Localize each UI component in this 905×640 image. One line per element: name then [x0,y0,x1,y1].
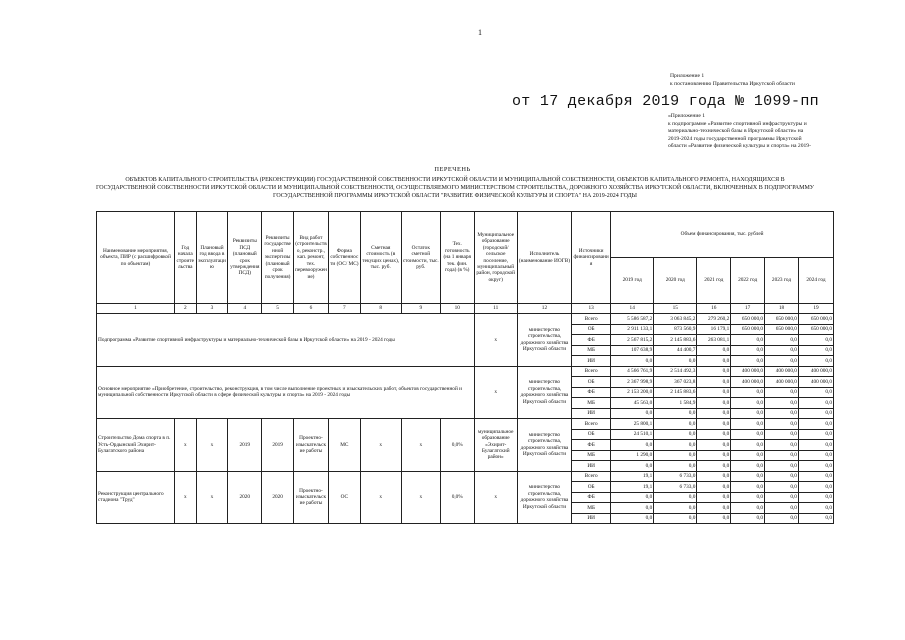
funding-value-cell: 16 179,1 [697,324,731,335]
funding-value-cell: 0,0 [697,482,731,493]
funding-source-cell: ОБ [572,377,611,388]
funding-value-cell: 0,0 [765,387,799,398]
funding-value-cell: 0,0 [798,398,833,409]
funding-value-cell: 2 911 133,1 [611,324,654,335]
funding-value-cell: 650 000,0 [765,314,799,325]
funding-value-cell: 0,0 [798,408,833,419]
funding-source-cell: МБ [572,398,611,409]
column-number-cell: 18 [765,304,799,314]
funding-value-cell: 0,0 [654,461,697,472]
funding-value-cell: 4 566 761,9 [611,366,654,377]
funding-value-cell: 263 081,1 [697,335,731,346]
header-readiness: Тех. готовность (на 1 января тек. фин. года) (в %) [440,212,474,304]
column-number-cell: 3 [196,304,228,314]
funding-value-cell: 0,0 [654,408,697,419]
column-number-cell: 9 [401,304,440,314]
appendix-header-line: Приложение 1 [670,73,705,79]
funding-value-cell: 0,0 [765,345,799,356]
header-executor: Исполнитель (наименование ИОГВ) [517,212,571,304]
funding-value-cell: 650 000,0 [798,324,833,335]
row-municipality-cell: х [474,314,517,367]
document-title: ОБЪЕКТОВ КАПИТАЛЬНОГО СТРОИТЕЛЬСТВА (РЕКОНСТРУКЦИИ) ГОСУДАРСТВЕННОЙ СОБСТВЕННОСТИ ИРКУТСКОЙ ОБЛАСТИ И МУНИЦИПАЛЬНОЙ СОБСТВЕННОСТИ, ОБЪЕКТОВ КАПИТАЛЬНОГО РЕМОНТА, НАХОДЯЩИХСЯ В ГОСУДАРСТВЕННОЙ СОБСТВЕННОСТИ ИРКУТСКОЙ ОБЛАСТИ И МУНИЦИПАЛЬНОЙ СОБСТВЕННОСТИ, ОСУЩЕСТВЛЯЕМОГО МИНИСТЕРСТВОМ СТРОИТЕЛЬСТВА, ДОРОЖНОГО ХОЗЯЙСТВА ИРКУТСКОЙ ОБЛАСТИ, ВКЛЮЧЕННЫХ В ПОДПРОГРАММУ ГОСУДАРСТВЕННОЙ ПРОГРАММЫ ИРКУТСКОЙ ОБЛАСТИ "РАЗВИТИЕ ФИЗИЧЕСКОЙ КУЛЬТУРЫ И СПОРТА" НА 2019-2024 ГОДЫ [95,177,815,199]
header-remaining: Остаток сметной стоимости, тыс. руб. [401,212,440,304]
header-funding: Объем финансирования, тыс. рублей [611,212,834,258]
appendix-sub-line: к подпрограмме «Развитие спортивной инфраструктуры и [668,120,807,127]
funding-value-cell: 0,0 [731,345,765,356]
funding-value-cell: 0,0 [731,450,765,461]
funding-value-cell: 19,1 [611,482,654,493]
funding-value-cell: 0,0 [731,335,765,346]
funding-value-cell: 0,0 [798,503,833,514]
funding-value-cell: 0,0 [697,356,731,367]
appendix-subheader [668,113,863,151]
funding-source-cell: ИИ [572,513,611,524]
funding-source-cell: ИИ [572,408,611,419]
funding-value-cell: 0,0 [697,419,731,430]
funding-value-cell: 0,0 [731,387,765,398]
column-number-cell: 4 [228,304,262,314]
row-year-plan-cell: х [196,419,228,472]
funding-value-cell: 0,0 [731,429,765,440]
row-expertise-cell: 2020 [262,471,294,524]
column-number-cell: 10 [440,304,474,314]
funding-value-cell: 0,0 [697,387,731,398]
page-number: 1 [478,28,482,37]
document-title-word: ПЕРЕЧЕНЬ [434,166,471,173]
header-work-type: Вид работ (строительство, реконстр., кап. ремонт, тех. перевооружение) [294,212,329,304]
funding-source-cell: Всего [572,366,611,377]
funding-source-cell: Всего [572,314,611,325]
column-number-cell: 11 [474,304,517,314]
column-number-cell: 1 [97,304,175,314]
funding-value-cell: 0,0 [611,503,654,514]
funding-value-cell: 0,0 [798,471,833,482]
appendix-sub-line: материально-технической базы в Иркутской области» на [668,128,804,135]
funding-value-cell: 0,0 [611,408,654,419]
column-number-cell: 5 [262,304,294,314]
funding-value-cell: 0,0 [654,429,697,440]
funding-value-cell: 0,0 [765,492,799,503]
header-name: Наименование мероприятия, объекта, ПИР (с расшифровкой по объектам) [97,212,175,304]
row-name-cell: Подпрограмма «Развитие спортивной инфраструктуры и материально-технической базы в Иркутской области» на 2019 - 2024 годы [97,314,475,367]
column-number-cell: 6 [294,304,329,314]
funding-value-cell: 0,0 [697,429,731,440]
column-number-cell: 8 [360,304,401,314]
funding-value-cell: 2 514 492,3 [654,366,697,377]
header-year-start: Год начала строительства [175,212,197,304]
funding-value-cell: 400 000,0 [731,366,765,377]
row-year-start-cell: х [175,419,197,472]
funding-value-cell: 5 586 587,2 [611,314,654,325]
row-name-cell: Реконструкция центрального стадиона "Труд" [97,471,175,524]
row-expertise-cell: 2019 [262,419,294,472]
funding-value-cell: 25 800,1 [611,419,654,430]
funding-value-cell: 0,0 [697,513,731,524]
column-number-cell: 19 [798,304,833,314]
funding-value-cell: 2 145 883,6 [654,335,697,346]
funding-value-cell: 2 567 815,2 [611,335,654,346]
row-executor-cell: министерство строительства, дорожного хозяйства Иркутской области [517,419,571,472]
column-number-cell: 16 [697,304,731,314]
funding-value-cell: 0,0 [731,471,765,482]
funding-value-cell: 0,0 [765,356,799,367]
funding-source-cell: Всего [572,471,611,482]
funding-source-cell: МБ [572,503,611,514]
table-body [97,304,834,524]
funding-value-cell: 0,0 [697,398,731,409]
funding-value-cell: 0,0 [798,419,833,430]
funding-value-cell: 0,0 [765,419,799,430]
funding-value-cell: 0,0 [611,461,654,472]
row-executor-cell: министерство строительства, дорожного хозяйства Иркутской области [517,471,571,524]
column-number-cell: 12 [517,304,571,314]
funding-value-cell: 0,0 [798,482,833,493]
date-stamp: от 17 декабря 2019 года № 1099-пп [512,93,819,110]
funding-value-cell: 0,0 [697,503,731,514]
funding-value-cell: 650 000,0 [798,314,833,325]
row-ownership-cell: МС [328,419,360,472]
row-psd-cell: 2020 [228,471,262,524]
funding-source-cell: ИИ [572,461,611,472]
funding-source-cell: ФБ [572,492,611,503]
objects-table [96,211,834,524]
funding-value-cell: 0,0 [798,429,833,440]
row-psd-cell: 2019 [228,419,262,472]
funding-source-cell: ФБ [572,387,611,398]
funding-value-cell: 0,0 [765,440,799,451]
funding-value-cell: 650 000,0 [731,324,765,335]
funding-value-cell: 0,0 [765,398,799,409]
column-number-cell: 7 [328,304,360,314]
funding-value-cell: 0,0 [765,513,799,524]
funding-value-cell: 1 290,0 [611,450,654,461]
table-row [97,366,834,377]
funding-value-cell: 0,0 [765,503,799,514]
funding-value-cell: 0,0 [731,461,765,472]
funding-value-cell: 0,0 [798,440,833,451]
funding-source-cell: МБ [572,450,611,461]
header-year: 2024 год [798,258,833,304]
funding-value-cell: 0,0 [731,503,765,514]
header-expertise: Реквизиты государственной экспертизы (плановый срок получения) [262,212,294,304]
funding-value-cell: 650 000,0 [765,324,799,335]
funding-value-cell: 400 000,0 [765,366,799,377]
column-number-cell: 14 [611,304,654,314]
row-year-start-cell: х [175,471,197,524]
funding-value-cell: 0,0 [654,450,697,461]
funding-value-cell: 0,0 [611,492,654,503]
funding-source-cell: ОБ [572,482,611,493]
funding-value-cell: 1 584,9 [654,398,697,409]
header-psd: Реквизиты ПСД (плановый срок утверждения ПСД) [228,212,262,304]
row-executor-cell: министерство строительства, дорожного хозяйства Иркутской области [517,314,571,367]
funding-value-cell: 873 560,9 [654,324,697,335]
funding-value-cell: 107 638,9 [611,345,654,356]
row-year-plan-cell: х [196,471,228,524]
appendix-header [670,73,840,88]
header-year: 2023 год [765,258,799,304]
funding-value-cell: 367 023,8 [654,377,697,388]
row-work-type-cell: Проектно-изыскательские работы [294,419,329,472]
funding-value-cell: 0,0 [798,387,833,398]
column-number-row [97,304,834,314]
funding-value-cell: 19,1 [611,471,654,482]
funding-source-cell: Всего [572,419,611,430]
funding-value-cell: 0,0 [731,398,765,409]
column-number-cell: 15 [654,304,697,314]
row-readiness-cell: 0,0% [440,471,474,524]
funding-source-cell: ИИ [572,356,611,367]
funding-value-cell: 400 000,0 [765,377,799,388]
row-work-type-cell: Проектно-изыскательские работы [294,471,329,524]
funding-value-cell: 400 000,0 [798,377,833,388]
funding-value-cell: 650 000,0 [731,314,765,325]
funding-value-cell: 0,0 [731,356,765,367]
funding-value-cell: 0,0 [731,482,765,493]
row-municipality-cell: х [474,366,517,419]
header-year: 2021 год [697,258,731,304]
row-municipality-cell: х [474,471,517,524]
funding-value-cell: 0,0 [697,471,731,482]
funding-value-cell: 0,0 [611,440,654,451]
funding-value-cell: 0,0 [765,461,799,472]
row-executor-cell: министерство строительства, дорожного хозяйства Иркутской области [517,366,571,419]
row-readiness-cell: 0,0% [440,419,474,472]
header-year-plan: Плановый год ввода в эксплуатацию [196,212,228,304]
appendix-header-line: к постановлению Правительства Иркутской области [670,80,795,87]
table-row [97,314,834,325]
row-remaining-cell: х [401,419,440,472]
funding-value-cell: 0,0 [697,366,731,377]
row-remaining-cell: х [401,471,440,524]
funding-value-cell: 0,0 [697,440,731,451]
funding-source-cell: ОБ [572,429,611,440]
funding-value-cell: 0,0 [654,440,697,451]
funding-value-cell: 44 400,7 [654,345,697,356]
funding-source-cell: ОБ [572,324,611,335]
funding-value-cell: 0,0 [654,492,697,503]
funding-value-cell: 0,0 [798,450,833,461]
funding-value-cell: 0,0 [798,492,833,503]
funding-value-cell: 0,0 [611,513,654,524]
row-cost-cell: х [360,419,401,472]
funding-value-cell: 0,0 [798,335,833,346]
funding-value-cell: 6 733,0 [654,471,697,482]
funding-value-cell: 0,0 [798,461,833,472]
funding-value-cell: 0,0 [798,356,833,367]
funding-value-cell: 3 063 845,2 [654,314,697,325]
row-name-cell: Строительство Дома спорта в п. Усть-Ордынский Эхирит-Булагатского района [97,419,175,472]
column-number-cell: 17 [731,304,765,314]
funding-value-cell: 0,0 [765,429,799,440]
row-ownership-cell: ОС [328,471,360,524]
funding-value-cell: 0,0 [731,408,765,419]
funding-value-cell: 0,0 [731,419,765,430]
funding-source-cell: МБ [572,345,611,356]
funding-value-cell: 0,0 [731,440,765,451]
funding-value-cell: 0,0 [654,356,697,367]
row-cost-cell: х [360,471,401,524]
header-municipality: Муниципальное образование (городской/сельское поселение, муниципальный район, городской округ) [474,212,517,304]
row-municipality-cell: муниципальное образование «Эхирит-Булагатский район» [474,419,517,472]
funding-value-cell: 0,0 [765,450,799,461]
funding-value-cell: 400 000,0 [798,366,833,377]
funding-value-cell: 0,0 [654,513,697,524]
header-ownership: Форма собственности (ОС/ МС) [328,212,360,304]
appendix-sub-line: «Приложение 1 [668,113,706,119]
header-year: 2020 год [654,258,697,304]
funding-source-cell: ФБ [572,335,611,346]
funding-value-cell: 6 733,0 [654,482,697,493]
header-year: 2019 год [611,258,654,304]
appendix-sub-line: области «Развитие физической культуры и спорта» на 2019- [668,143,811,150]
funding-value-cell: 0,0 [731,492,765,503]
funding-value-cell: 0,0 [611,356,654,367]
funding-value-cell: 0,0 [798,345,833,356]
appendix-sub-line: 2019-2024 годы государственной программы Иркутской [668,135,802,142]
table-row [97,471,834,482]
funding-value-cell: 0,0 [697,461,731,472]
table-row [97,419,834,430]
funding-value-cell: 0,0 [654,419,697,430]
funding-value-cell: 0,0 [697,408,731,419]
funding-value-cell: 2 367 998,9 [611,377,654,388]
funding-value-cell: 0,0 [697,492,731,503]
funding-value-cell: 0,0 [697,450,731,461]
funding-value-cell: 0,0 [765,471,799,482]
header-cost: Сметная стоимость (в текущих ценах), тыс. руб. [360,212,401,304]
funding-value-cell: 0,0 [765,335,799,346]
header-source: Источники финансирования [572,212,611,304]
funding-value-cell: 0,0 [697,345,731,356]
column-number-cell: 13 [572,304,611,314]
column-number-cell: 2 [175,304,197,314]
funding-value-cell: 279 260,2 [697,314,731,325]
funding-value-cell: 0,0 [654,503,697,514]
funding-value-cell: 400 000,0 [731,377,765,388]
funding-source-cell: ФБ [572,440,611,451]
funding-value-cell: 45 563,0 [611,398,654,409]
funding-value-cell: 0,0 [765,408,799,419]
funding-value-cell: 0,0 [697,377,731,388]
funding-value-cell: 24 510,1 [611,429,654,440]
funding-value-cell: 0,0 [765,482,799,493]
funding-value-cell: 2 145 883,6 [654,387,697,398]
row-name-cell: Основное мероприятие «Приобретение, строительство, реконструкция, в том числе выполнение проектных и изыскательских работ, объектов государственной и муниципальной собственности Иркутской области в сфере физической культуры и спорта» на 2019 - 2024 годы [97,366,475,419]
funding-value-cell: 0,0 [731,513,765,524]
funding-value-cell: 2 153 200,0 [611,387,654,398]
header-year: 2022 год [731,258,765,304]
funding-value-cell: 0,0 [798,513,833,524]
